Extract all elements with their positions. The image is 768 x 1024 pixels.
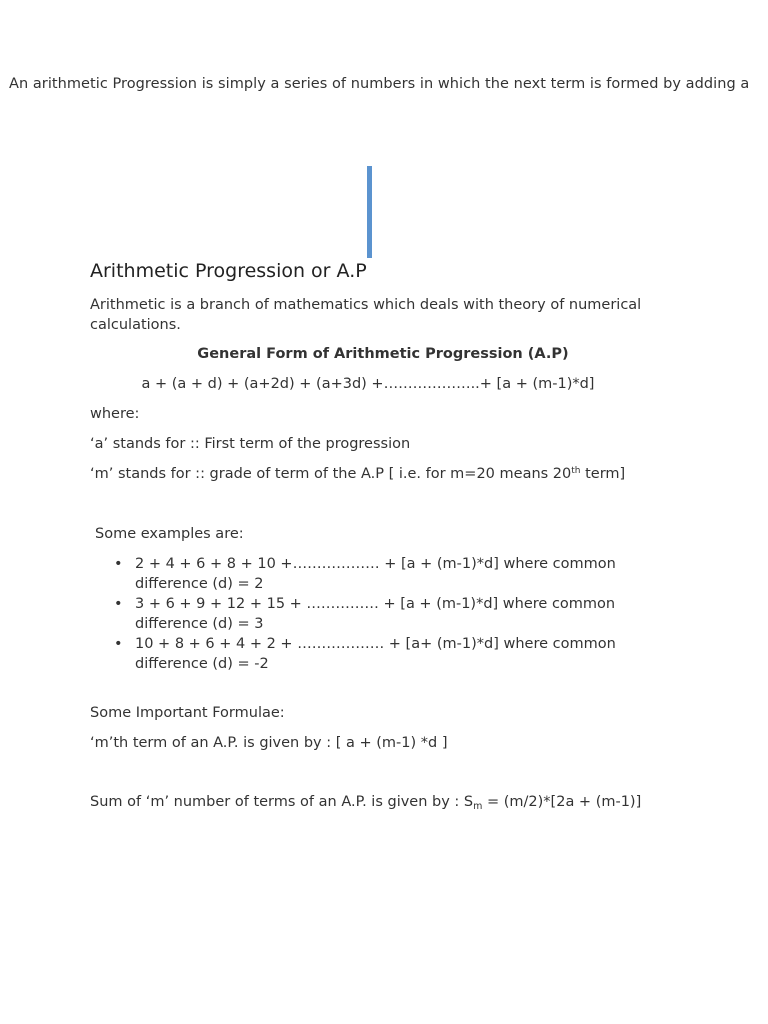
- examples-label: Some examples are:: [95, 526, 244, 542]
- sum-formula-tail: = (m/2)*[2a + (m-1)]: [482, 794, 642, 810]
- examples-list: [90, 554, 655, 674]
- bullet-icon: •: [114, 636, 123, 652]
- list-item: [114, 554, 655, 594]
- vertical-divider-bar: [367, 166, 372, 258]
- example-text: 10 + 8 + 6 + 4 + 2 + ……………… + [a+ (m-1)*d] where common difference (d) = -2: [135, 636, 616, 672]
- formulae-label: Some Important Formulae:: [90, 705, 285, 721]
- ordinal-superscript: th: [571, 466, 581, 476]
- example-text: 3 + 6 + 9 + 12 + 15 + …………… + [a + (m-1)*d] where common difference (d) = 3: [135, 596, 616, 632]
- page-title: Arithmetic Progression or A.P: [90, 260, 367, 282]
- m-definition: [90, 464, 690, 484]
- sum-formula-text: Sum of ‘m’ number of terms of an A.P. is given by : S: [90, 794, 474, 810]
- bullet-icon: •: [114, 556, 123, 572]
- m-definition-tail: term]: [580, 466, 626, 482]
- general-form-title: General Form of Arithmetic Progression (A.P): [197, 346, 569, 362]
- list-item: [114, 594, 655, 634]
- sum-formula: [90, 792, 690, 812]
- general-form-formula: a + (a + d) + (a+2d) + (a+3d) +………………..+ [a + (m-1)*d]: [141, 376, 595, 392]
- example-text: 2 + 4 + 6 + 8 + 10 +……………… + [a + (m-1)*d] where common difference (d) = 2: [135, 556, 616, 592]
- m-definition-text: ‘m’ stands for :: grade of term of the A.P [ i.e. for m=20 means 20: [90, 466, 572, 482]
- sum-subscript: m: [473, 801, 483, 812]
- where-label: where:: [90, 406, 140, 422]
- intro-line: An arithmetic Progression is simply a series of numbers in which the next term is formed by adding a: [9, 76, 750, 92]
- document-content: [90, 259, 690, 812]
- bullet-icon: •: [114, 596, 123, 612]
- definition-paragraph: Arithmetic is a branch of mathematics which deals with theory of numerical calculations.: [90, 297, 642, 333]
- a-definition: ‘a’ stands for :: First term of the progression: [90, 436, 411, 452]
- list-item: [114, 634, 655, 674]
- nth-term-formula: ‘m’th term of an A.P. is given by : [ a + (m-1) *d ]: [90, 735, 448, 751]
